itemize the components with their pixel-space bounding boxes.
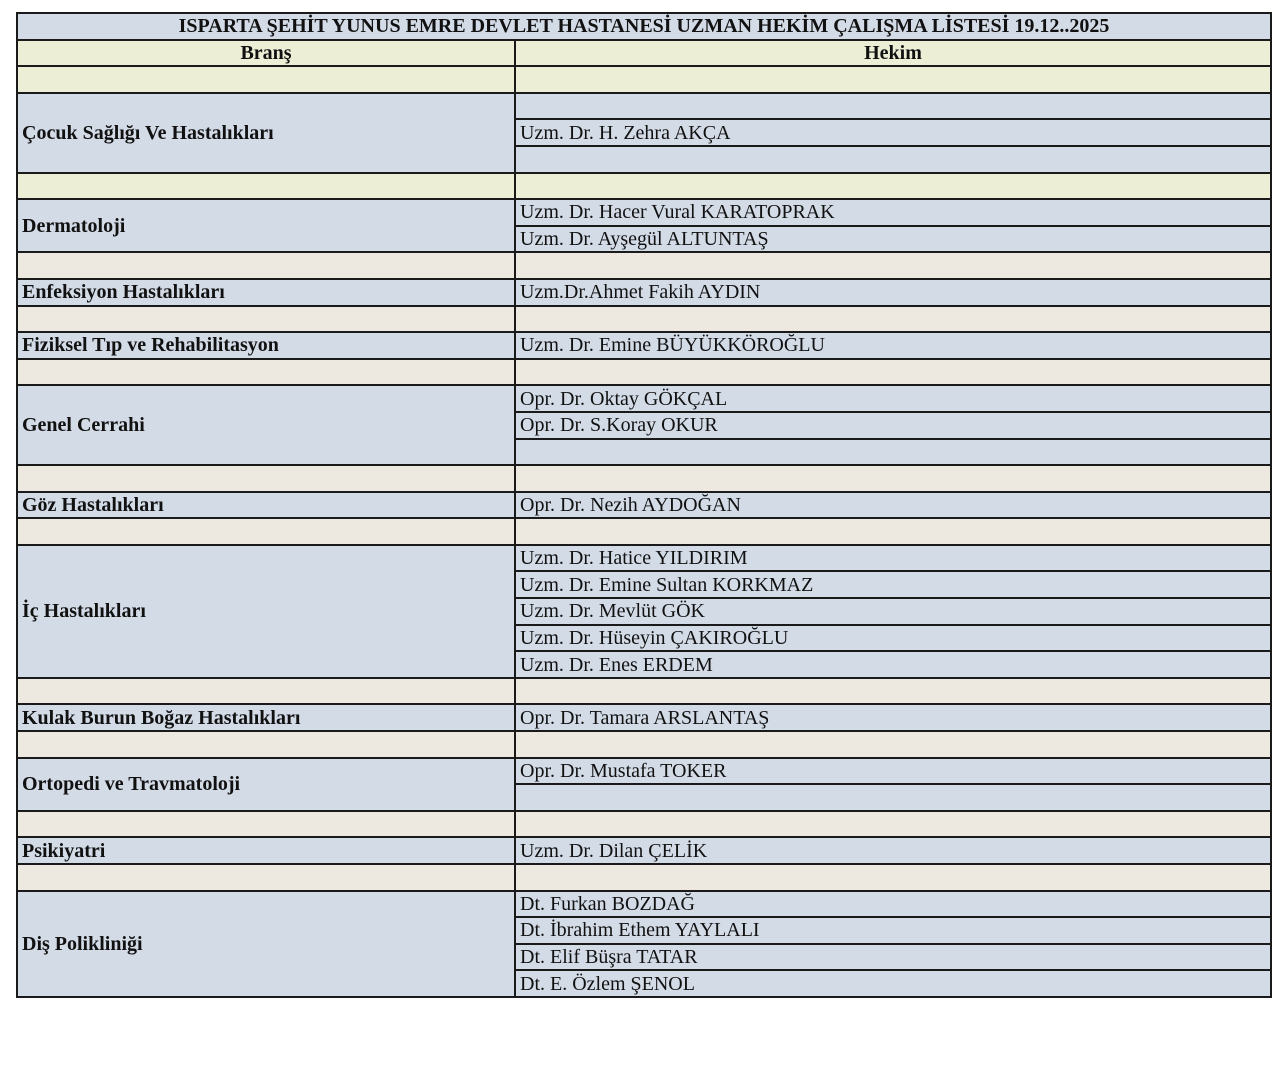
separator-row: [17, 359, 1271, 386]
empty-cell: [17, 173, 515, 200]
empty-cell: [17, 811, 515, 838]
empty-cell: [17, 678, 515, 705]
table-row: [17, 545, 1271, 572]
branch-cell: Ortopedi ve Travmatoloji: [17, 758, 515, 811]
empty-cell: [515, 678, 1271, 705]
doctor-cell: Uzm. Dr. Emine Sultan KORKMAZ: [515, 571, 1271, 598]
separator-row: [17, 864, 1271, 891]
branch-cell: Diş Polikliniği: [17, 891, 515, 997]
empty-cell: [17, 359, 515, 386]
branch-cell: Psikiyatri: [17, 837, 515, 864]
doctor-cell: Uzm. Dr. Dilan ÇELİK: [515, 837, 1271, 864]
branch-cell: Enfeksiyon Hastalıkları: [17, 279, 515, 306]
branch-cell: Göz Hastalıkları: [17, 492, 515, 519]
table-row: [17, 279, 1271, 306]
separator-row: [17, 678, 1271, 705]
empty-cell: [17, 66, 515, 93]
page-title: ISPARTA ŞEHİT YUNUS EMRE DEVLET HASTANESİ UZMAN HEKİM ÇALIŞMA LİSTESİ 19.12..2025: [17, 13, 1271, 40]
empty-cell: [515, 173, 1271, 200]
empty-cell: [17, 518, 515, 545]
doctor-cell: Uzm. Dr. Hüseyin ÇAKIROĞLU: [515, 625, 1271, 652]
doctor-cell: Uzm. Dr. Ayşegül ALTUNTAŞ: [515, 226, 1271, 253]
header-row: [17, 40, 1271, 67]
doctor-cell: Uzm.Dr.Ahmet Fakih AYDIN: [515, 279, 1271, 306]
empty-cell: [17, 306, 515, 333]
doctor-cell: Dt. Furkan BOZDAĞ: [515, 891, 1271, 918]
separator-row: [17, 518, 1271, 545]
empty-cell: [515, 252, 1271, 279]
schedule-body: [17, 66, 1271, 997]
doctor-cell: [515, 439, 1271, 466]
table-row: [17, 891, 1271, 918]
separator-row: [17, 811, 1271, 838]
doctor-cell: [515, 93, 1271, 120]
empty-cell: [17, 465, 515, 492]
table-row: [17, 758, 1271, 785]
column-header-doctor: Hekim: [515, 40, 1271, 67]
empty-cell: [515, 465, 1271, 492]
doctor-cell: Dt. E. Özlem ŞENOL: [515, 970, 1271, 997]
column-header-branch: Branş: [17, 40, 515, 67]
doctor-cell: Uzm. Dr. Mevlüt GÖK: [515, 598, 1271, 625]
table-row: [17, 704, 1271, 731]
table-row: [17, 93, 1271, 120]
branch-cell: Kulak Burun Boğaz Hastalıkları: [17, 704, 515, 731]
empty-cell: [515, 811, 1271, 838]
separator-row: [17, 252, 1271, 279]
empty-cell: [515, 864, 1271, 891]
table-row: [17, 837, 1271, 864]
title-row: [17, 13, 1271, 40]
doctor-cell: Uzm. Dr. H. Zehra AKÇA: [515, 119, 1271, 146]
schedule-table: [16, 12, 1272, 998]
doctor-cell: Opr. Dr. Tamara ARSLANTAŞ: [515, 704, 1271, 731]
branch-cell: İç Hastalıkları: [17, 545, 515, 678]
separator-row: [17, 173, 1271, 200]
branch-cell: Genel Cerrahi: [17, 385, 515, 465]
empty-cell: [515, 518, 1271, 545]
branch-cell: Dermatoloji: [17, 199, 515, 252]
empty-cell: [515, 306, 1271, 333]
doctor-cell: Dt. Elif Büşra TATAR: [515, 944, 1271, 971]
doctor-cell: Uzm. Dr. Hacer Vural KARATOPRAK: [515, 199, 1271, 226]
separator-row: [17, 465, 1271, 492]
doctor-cell: Opr. Dr. S.Koray OKUR: [515, 412, 1271, 439]
branch-cell: Çocuk Sağlığı Ve Hastalıkları: [17, 93, 515, 173]
empty-cell: [17, 731, 515, 758]
table-row: [17, 385, 1271, 412]
branch-cell: Fiziksel Tıp ve Rehabilitasyon: [17, 332, 515, 359]
empty-cell: [515, 66, 1271, 93]
doctor-cell: Opr. Dr. Mustafa TOKER: [515, 758, 1271, 785]
doctor-cell: Opr. Dr. Nezih AYDOĞAN: [515, 492, 1271, 519]
doctor-cell: Dt. İbrahim Ethem YAYLALI: [515, 917, 1271, 944]
doctor-cell: Opr. Dr. Oktay GÖKÇAL: [515, 385, 1271, 412]
table-row: [17, 199, 1271, 226]
separator-row: [17, 731, 1271, 758]
doctor-cell: [515, 146, 1271, 173]
doctor-cell: Uzm. Dr. Emine BÜYÜKKÖROĞLU: [515, 332, 1271, 359]
empty-cell: [17, 864, 515, 891]
empty-cell: [17, 252, 515, 279]
separator-row: [17, 306, 1271, 333]
table-row: [17, 492, 1271, 519]
table-row: [17, 332, 1271, 359]
doctor-cell: Uzm. Dr. Hatice YILDIRIM: [515, 545, 1271, 572]
doctor-cell: Uzm. Dr. Enes ERDEM: [515, 651, 1271, 678]
empty-cell: [515, 731, 1271, 758]
separator-row: [17, 66, 1271, 93]
empty-cell: [515, 359, 1271, 386]
doctor-cell: [515, 784, 1271, 811]
